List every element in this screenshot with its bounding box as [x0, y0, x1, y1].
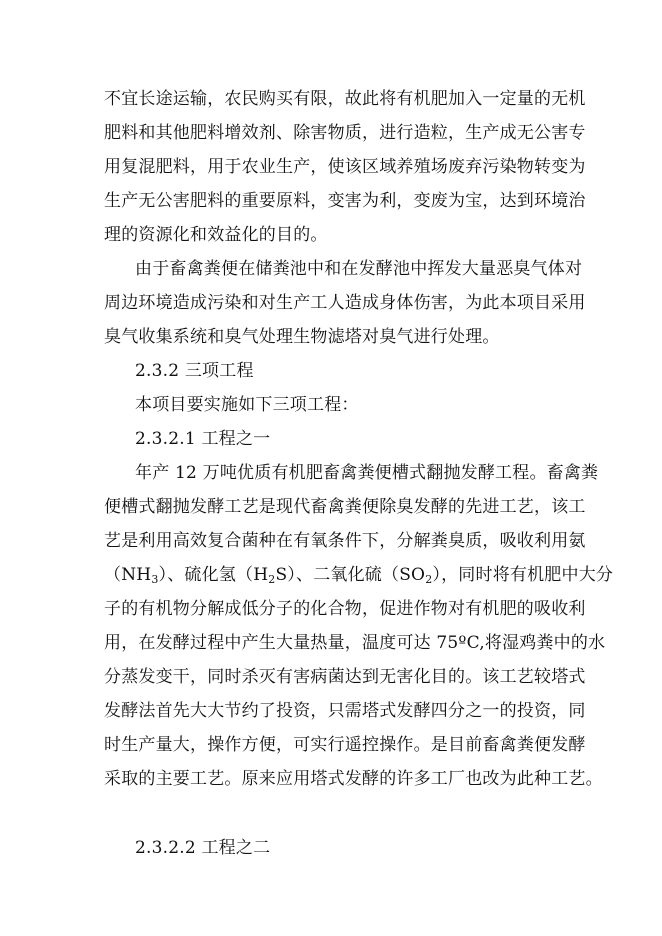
paragraph-line: 本项目要实施如下三项工程：	[135, 395, 359, 415]
subscript: 2	[268, 573, 276, 586]
formula-text: ），同时将有机肥中大分	[432, 565, 614, 585]
paragraph-line: 发酵法首先大大节约了投资，只需塔式发酵四分之一的投资，同	[104, 701, 586, 721]
paragraph-line: 肥料和其他肥料增效剂、除害物质，进行造粒，生产成无公害专	[104, 123, 586, 143]
paragraph-line: 年产 12 万吨优质有机肥畜禽粪便槽式翻抛发酵工程。畜禽粪	[135, 463, 599, 483]
formula-text: （NH	[104, 565, 152, 585]
subsection-heading: 2.3.2.1 工程之一	[135, 429, 271, 449]
paragraph-line: 采取的主要工艺。原来应用塔式发酵的许多工厂也改为此种工艺。	[104, 769, 603, 789]
paragraph-line: 艺是利用高效复合菌种在有氧条件下，分解粪臭质，吸收利用氨	[104, 531, 586, 551]
paragraph-line: 不宜长途运输，农民购买有限，故此将有机肥加入一定量的无机	[104, 89, 586, 109]
subscript: 2	[425, 573, 433, 586]
paragraph-line: 用复混肥料，用于农业生产，使该区域养殖场废弃污染物转变为	[104, 157, 586, 177]
paragraph-line-formula	[104, 563, 614, 587]
subsection-heading: 2.3.2.2 工程之二	[135, 838, 271, 858]
paragraph-line: 由于畜禽粪便在储粪池中和在发酵池中挥发大量恶臭气体对	[135, 259, 583, 279]
paragraph-line: 子的有机物分解成低分子的化合物，促进作物对有机肥的吸收利	[104, 599, 586, 619]
paragraph-line: 臭气收集系统和臭气处理生物滤塔对臭气进行处理。	[104, 327, 500, 347]
paragraph-line: 分蒸发变干，同时杀灭有害病菌达到无害化目的。该工艺较塔式	[104, 667, 586, 687]
section-heading: 2.3.2 三项工程	[135, 361, 254, 381]
subscript: 3	[151, 573, 159, 586]
paragraph-line: 便槽式翻抛发酵工艺是现代畜禽粪便除臭发酵的先进工艺，该工	[104, 497, 586, 517]
paragraph-line: 周边环境造成污染和对生产工人造成身体伤害，为此本项目采用	[104, 293, 586, 313]
formula-text: ）、硫化氢（H	[158, 565, 269, 585]
paragraph-line: 时生产量大，操作方便，可实行遥控操作。是目前畜禽粪便发酵	[104, 735, 586, 755]
paragraph-line: 用，在发酵过程中产生大量热量，温度可达 75ºC,将湿鸡粪中的水	[104, 633, 606, 653]
formula-text: S）、二氧化硫（SO	[275, 565, 426, 585]
paragraph-line: 生产无公害肥料的重要原料，变害为利，变废为宝，达到环境治	[104, 191, 586, 211]
paragraph-line: 理的资源化和效益化的目的。	[104, 225, 328, 245]
